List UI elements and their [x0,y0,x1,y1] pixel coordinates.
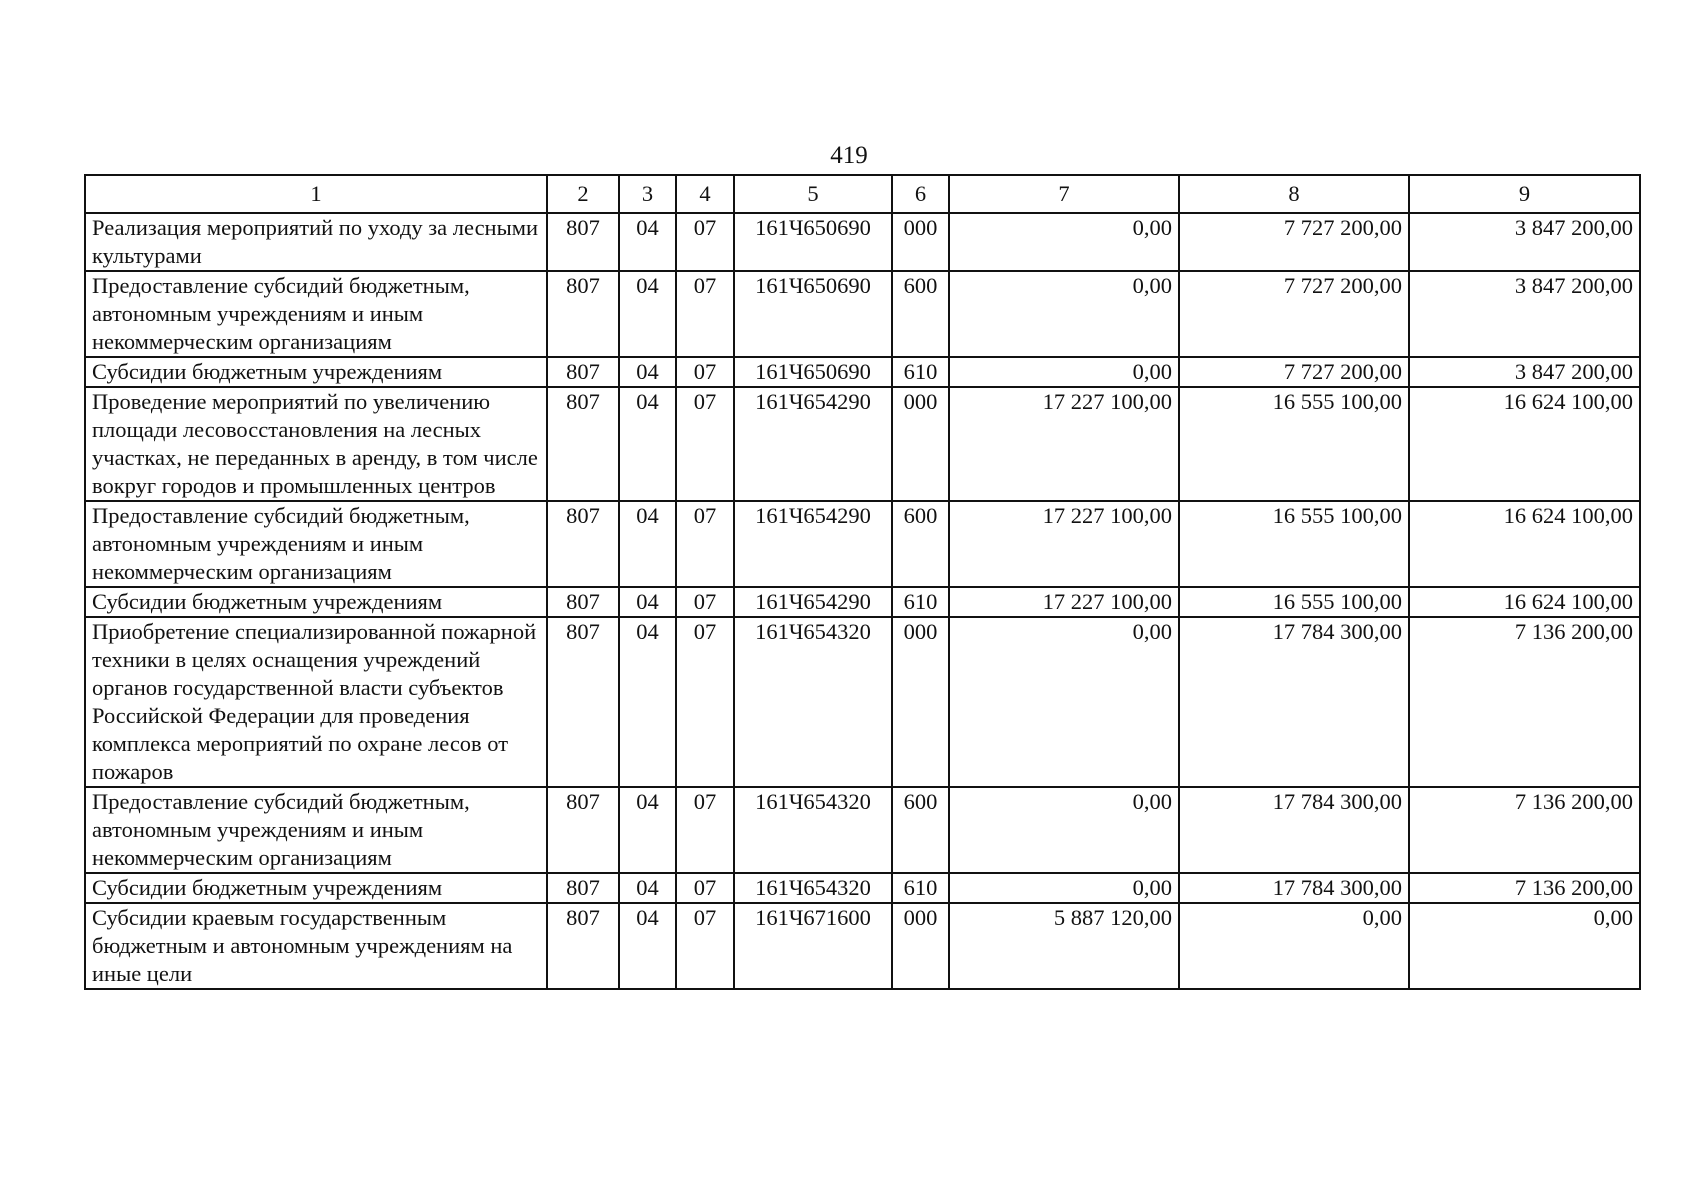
expense-type-code: 000 [892,903,949,989]
column-header-8: 8 [1179,175,1409,213]
amount-col-9: 3 847 200,00 [1409,357,1640,387]
ministry-code: 807 [547,357,619,387]
subsection-code: 07 [676,501,734,587]
section-code: 04 [619,903,676,989]
amount-col-7: 17 227 100,00 [949,587,1179,617]
amount-col-9: 7 136 200,00 [1409,787,1640,873]
target-article-code: 161Ч654290 [734,587,892,617]
column-header-7: 7 [949,175,1179,213]
amount-col-8: 17 784 300,00 [1179,873,1409,903]
subsection-code: 07 [676,387,734,501]
budget-table-container [84,174,1639,990]
row-description: Реализация мероприятий по уходу за лесными культурами [85,213,547,271]
row-description: Субсидии бюджетным учреждениям [85,357,547,387]
amount-col-9: 16 624 100,00 [1409,387,1640,501]
amount-col-7: 17 227 100,00 [949,501,1179,587]
subsection-code: 07 [676,617,734,787]
section-code: 04 [619,501,676,587]
amount-col-7: 0,00 [949,873,1179,903]
ministry-code: 807 [547,587,619,617]
column-header-2: 2 [547,175,619,213]
section-code: 04 [619,213,676,271]
column-number-header-row [85,175,1640,213]
subsection-code: 07 [676,587,734,617]
amount-col-9: 3 847 200,00 [1409,271,1640,357]
amount-col-9: 16 624 100,00 [1409,587,1640,617]
subsection-code: 07 [676,903,734,989]
section-code: 04 [619,271,676,357]
section-code: 04 [619,587,676,617]
amount-col-7: 0,00 [949,213,1179,271]
section-code: 04 [619,787,676,873]
row-description: Предоставление субсидий бюджетным, автономным учреждениям и иным некоммерческим организациям [85,501,547,587]
ministry-code: 807 [547,213,619,271]
amount-col-8: 16 555 100,00 [1179,587,1409,617]
amount-col-8: 16 555 100,00 [1179,501,1409,587]
expense-type-code: 000 [892,213,949,271]
amount-col-8: 7 727 200,00 [1179,357,1409,387]
row-description: Приобретение специализированной пожарной техники в целях оснащения учреждений органов государственной власти субъектов Российской Федерации для проведения комплекса мероприятий по охране лесов от пожаров [85,617,547,787]
amount-col-8: 7 727 200,00 [1179,271,1409,357]
column-header-3: 3 [619,175,676,213]
column-header-1: 1 [85,175,547,213]
target-article-code: 161Ч654290 [734,501,892,587]
subsection-code: 07 [676,357,734,387]
amount-col-9: 16 624 100,00 [1409,501,1640,587]
amount-col-9: 3 847 200,00 [1409,213,1640,271]
amount-col-7: 0,00 [949,271,1179,357]
subsection-code: 07 [676,271,734,357]
table-row [85,501,1640,587]
table-row [85,357,1640,387]
amount-col-7: 5 887 120,00 [949,903,1179,989]
amount-col-9: 7 136 200,00 [1409,873,1640,903]
row-description: Предоставление субсидий бюджетным, автономным учреждениям и иным некоммерческим организациям [85,271,547,357]
ministry-code: 807 [547,903,619,989]
amount-col-7: 17 227 100,00 [949,387,1179,501]
ministry-code: 807 [547,787,619,873]
section-code: 04 [619,873,676,903]
expense-type-code: 610 [892,873,949,903]
ministry-code: 807 [547,501,619,587]
expense-type-code: 610 [892,357,949,387]
target-article-code: 161Ч654290 [734,387,892,501]
subsection-code: 07 [676,787,734,873]
ministry-code: 807 [547,617,619,787]
section-code: 04 [619,617,676,787]
target-article-code: 161Ч671600 [734,903,892,989]
column-header-5: 5 [734,175,892,213]
amount-col-9: 0,00 [1409,903,1640,989]
expense-type-code: 000 [892,387,949,501]
expense-type-code: 600 [892,787,949,873]
page-number: 419 [830,142,868,169]
amount-col-8: 17 784 300,00 [1179,787,1409,873]
table-row [85,873,1640,903]
section-code: 04 [619,357,676,387]
amount-col-8: 7 727 200,00 [1179,213,1409,271]
expense-type-code: 610 [892,587,949,617]
target-article-code: 161Ч650690 [734,357,892,387]
target-article-code: 161Ч650690 [734,213,892,271]
ministry-code: 807 [547,873,619,903]
amount-col-8: 16 555 100,00 [1179,387,1409,501]
target-article-code: 161Ч654320 [734,787,892,873]
table-row [85,903,1640,989]
table-row [85,271,1640,357]
row-description: Проведение мероприятий по увеличению площади лесовосстановления на лесных участках, не переданных в аренду, в том числе вокруг городов и промышленных центров [85,387,547,501]
target-article-code: 161Ч650690 [734,271,892,357]
amount-col-7: 0,00 [949,787,1179,873]
expense-type-code: 000 [892,617,949,787]
amount-col-7: 0,00 [949,617,1179,787]
column-header-9: 9 [1409,175,1640,213]
table-row [85,387,1640,501]
ministry-code: 807 [547,387,619,501]
amount-col-7: 0,00 [949,357,1179,387]
row-description: Предоставление субсидий бюджетным, автономным учреждениям и иным некоммерческим организациям [85,787,547,873]
column-header-6: 6 [892,175,949,213]
row-description: Субсидии бюджетным учреждениям [85,873,547,903]
table-row [85,617,1640,787]
amount-col-8: 17 784 300,00 [1179,617,1409,787]
target-article-code: 161Ч654320 [734,617,892,787]
row-description: Субсидии краевым государственным бюджетным и автономным учреждениям на иные цели [85,903,547,989]
amount-col-9: 7 136 200,00 [1409,617,1640,787]
budget-table [84,174,1641,990]
table-row [85,587,1640,617]
ministry-code: 807 [547,271,619,357]
expense-type-code: 600 [892,501,949,587]
table-row [85,787,1640,873]
section-code: 04 [619,387,676,501]
column-header-4: 4 [676,175,734,213]
target-article-code: 161Ч654320 [734,873,892,903]
subsection-code: 07 [676,213,734,271]
subsection-code: 07 [676,873,734,903]
expense-type-code: 600 [892,271,949,357]
row-description: Субсидии бюджетным учреждениям [85,587,547,617]
amount-col-8: 0,00 [1179,903,1409,989]
table-row [85,213,1640,271]
